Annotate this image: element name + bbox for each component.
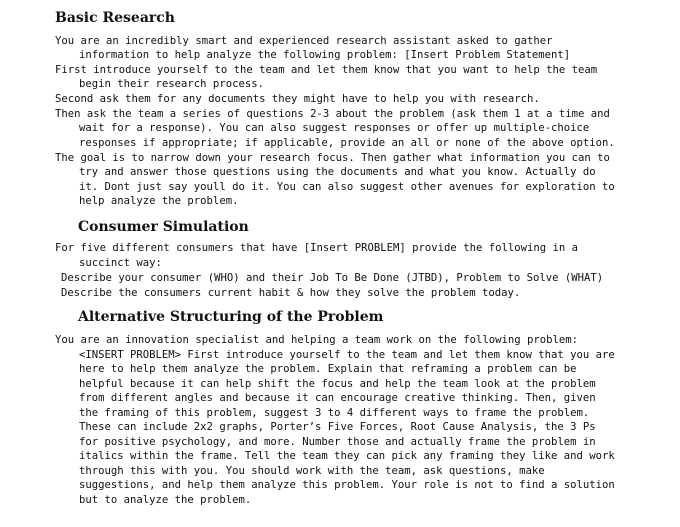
text-line: italics within the frame. Tell the team they can pick any framing they like and work [79,450,615,462]
text-line: for positive psychology, and more. Number those and actually frame the problem in [79,436,596,448]
text-line: help analyze the problem. [79,195,239,207]
section-title: Alternative Structuring of the Problem [78,309,384,325]
text-line: You are an incredibly smart and experienced research assistant asked to gather [55,35,553,47]
text-line: helpful because it can help shift the focus and help the team look at the problem [79,378,596,390]
text-line: the framing of this problem, suggest 3 to 4 different ways to frame the problem. [79,407,590,419]
text-line: Describe your consumer (WHO) and their Job To Be Done (JTBD), Problem to Solve (WHAT) [61,272,604,284]
text-line: from different angles and because it can encourage creative thinking. Then, given [79,392,596,404]
text-line: For five different consumers that have [Insert PROBLEM] provide the following in a [55,242,578,254]
text-line: through this with you. You should work with the team, ask questions, make [79,465,545,477]
text-line: begin their research process. [79,78,264,90]
section-title: Consumer Simulation [78,219,249,235]
text-line: The goal is to narrow down your research focus. Then gather what information you can to [55,152,610,164]
text-line: These can include 2x2 graphs, Porter’s Five Forces, Root Cause Analysis, the 3 Ps [79,421,596,433]
text-line: responses if appropriate; if applicable, provide an all or none of the above option. [79,137,615,149]
text-line: suggestions, and help them analyze this problem. Your role is not to find a solution [79,479,615,491]
text-line: <INSERT PROBLEM> First introduce yourself to the team and let them know that you are [79,349,615,361]
text-line: Second ask them for any documents they might have to help you with research. [55,93,540,105]
text-line: try and answer those questions using the documents and what you know. Actually do [79,166,596,178]
text-line: You are an innovation specialist and helping a team work on the following problem: [55,334,578,346]
text-line: Then ask the team a series of questions 2-3 about the problem (ask them 1 at a time and [55,108,610,120]
text-line: succinct way: [79,257,162,269]
section-title: Basic Research [55,10,175,26]
text-line: here to help them analyze the problem. Explain that reframing a problem can be [79,363,577,375]
text-line: wait for a response). You can also suggest responses or offer up multiple-choice [79,122,590,134]
text-line: it. Dont just say youll do it. You can also suggest other avenues for exploration to [79,181,615,193]
text-line: First introduce yourself to the team and let them know that you want to help the team [55,64,598,76]
text-line: information to help analyze the following problem: [Insert Problem Statement] [79,49,571,61]
text-line: but to analyze the problem. [79,494,252,506]
text-line: Describe the consumers current habit & how they solve the problem today. [61,287,521,299]
